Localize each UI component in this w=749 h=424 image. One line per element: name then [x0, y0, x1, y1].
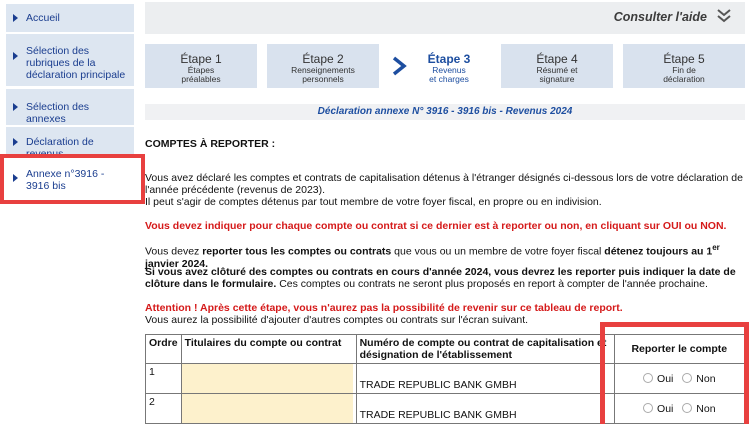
sidebar-item-label: Sélection des annexes	[26, 101, 90, 125]
radio-label: Oui	[657, 402, 674, 415]
sidebar-item-accueil[interactable]	[6, 4, 134, 32]
order-cell: 1	[146, 364, 182, 394]
double-chevron-down-icon[interactable]	[715, 7, 733, 25]
sidebar-item-declaration[interactable]	[6, 127, 134, 160]
radio-label: Non	[696, 372, 716, 385]
holder-cell	[181, 364, 356, 394]
progress-steps	[145, 44, 745, 88]
text: que vous ou un membre de votre foyer fiscal	[391, 245, 605, 258]
step-3	[409, 44, 489, 88]
step-subtitle: Étapes préalables	[181, 65, 221, 84]
holder-cell	[181, 394, 356, 424]
text-bold: reporter tous les comptes ou contrats	[202, 245, 392, 258]
column-header: Ordre	[146, 335, 182, 364]
step-title: Étape 1	[180, 52, 222, 66]
section-heading: COMPTES À REPORTER :	[145, 138, 276, 150]
bank-cell: TRADE REPUBLIC BANK GMBH	[356, 364, 614, 394]
sidebar-item-label: Déclaration de revenus	[26, 136, 94, 160]
intro-paragraph: Vous avez déclaré les comptes et contrats de capitalisation détenus à l'étranger désignés ci-dessous lors de votre déclaration de l'année précédente (revenus de 2023).	[145, 172, 743, 196]
step-title: Étape 3	[427, 52, 471, 66]
sidebar-item-label: Sélection des rubriques de la déclaration principale	[26, 45, 126, 81]
attention-warning: Attention ! Après cette étape, vous n'aurez pas la possibilité de revenir sur ce tableau de report.	[145, 302, 623, 314]
step-2	[267, 44, 379, 88]
text-sup: er	[712, 243, 720, 252]
closure-paragraph	[145, 266, 745, 290]
bullet-icon	[13, 52, 18, 60]
bullet-icon	[13, 103, 18, 111]
bullet-icon	[13, 138, 18, 146]
intro-paragraph-2: Il peut s'agir de comptes détenus par tout membre de votre foyer fiscal, en propre ou en indivision.	[145, 196, 602, 208]
text-bold: Si vous avez clôturé des comptes ou contrats en cours d'année 2024, vous devrez les reporter puis indiquer la date de clôture dans le formulaire.	[145, 266, 736, 290]
sidebar-item-label: Accueil	[26, 12, 60, 24]
bank-cell: TRADE REPUBLIC BANK GMBH	[356, 394, 614, 424]
text-bold: détenez toujours au 1	[604, 245, 713, 258]
sidebar-item-annexes[interactable]	[6, 89, 134, 125]
bullet-icon	[13, 14, 18, 22]
column-header: Numéro de compte ou contrat de capitalisation et désignation de l'établissement	[356, 335, 614, 364]
step-title: Étape 5	[663, 52, 705, 66]
step-title: Étape 4	[536, 52, 578, 66]
column-header: Titulaires du compte ou contrat	[181, 335, 356, 364]
step-title: Étape 2	[302, 52, 344, 66]
declaration-title: Déclaration annexe N° 3916 - 3916 bis - Revenus 2024	[145, 104, 745, 120]
radio-label: Non	[696, 402, 716, 415]
step-5	[623, 44, 745, 88]
help-bar	[145, 2, 745, 34]
step-subtitle: Revenus et charges	[429, 65, 469, 84]
step-subtitle: Fin de déclaration	[663, 65, 705, 84]
sidebar-item-label: Annexe n°3916 - 3916 bis	[26, 168, 105, 192]
order-cell: 2	[146, 394, 182, 424]
sidebar-highlight-box	[0, 154, 145, 204]
text: Ces comptes ou contrats ne seront plus proposés en report à compter de l'année prochaine.	[276, 278, 708, 290]
chevron-right-icon	[389, 56, 409, 76]
step-subtitle: Résumé et signature	[536, 65, 578, 84]
text: Vous devez	[145, 245, 203, 258]
step-4	[501, 44, 613, 88]
step-subtitle: Renseignements personnels	[291, 65, 355, 84]
text-bold: janvier 2024.	[145, 257, 209, 270]
sidebar	[0, 0, 138, 424]
help-link[interactable]: Consulter l'aide	[613, 10, 707, 24]
redacted-block	[181, 364, 353, 393]
redacted-block	[181, 394, 353, 423]
step-1	[145, 44, 257, 88]
report-column-highlight-box	[600, 322, 749, 424]
radio-label: Oui	[657, 372, 674, 385]
sidebar-item-rubriques[interactable]	[6, 34, 134, 86]
add-accounts-note: Vous aurez la possibilité d'ajouter d'autres comptes ou contrats sur l'écran suivant.	[145, 314, 529, 326]
column-header: Reporter le compte	[614, 335, 744, 364]
instruction-warning: Vous devez indiquer pour chaque compte ou contrat si ce dernier est à reporter ou non, en cliquant sur OUI ou NON.	[145, 220, 727, 232]
